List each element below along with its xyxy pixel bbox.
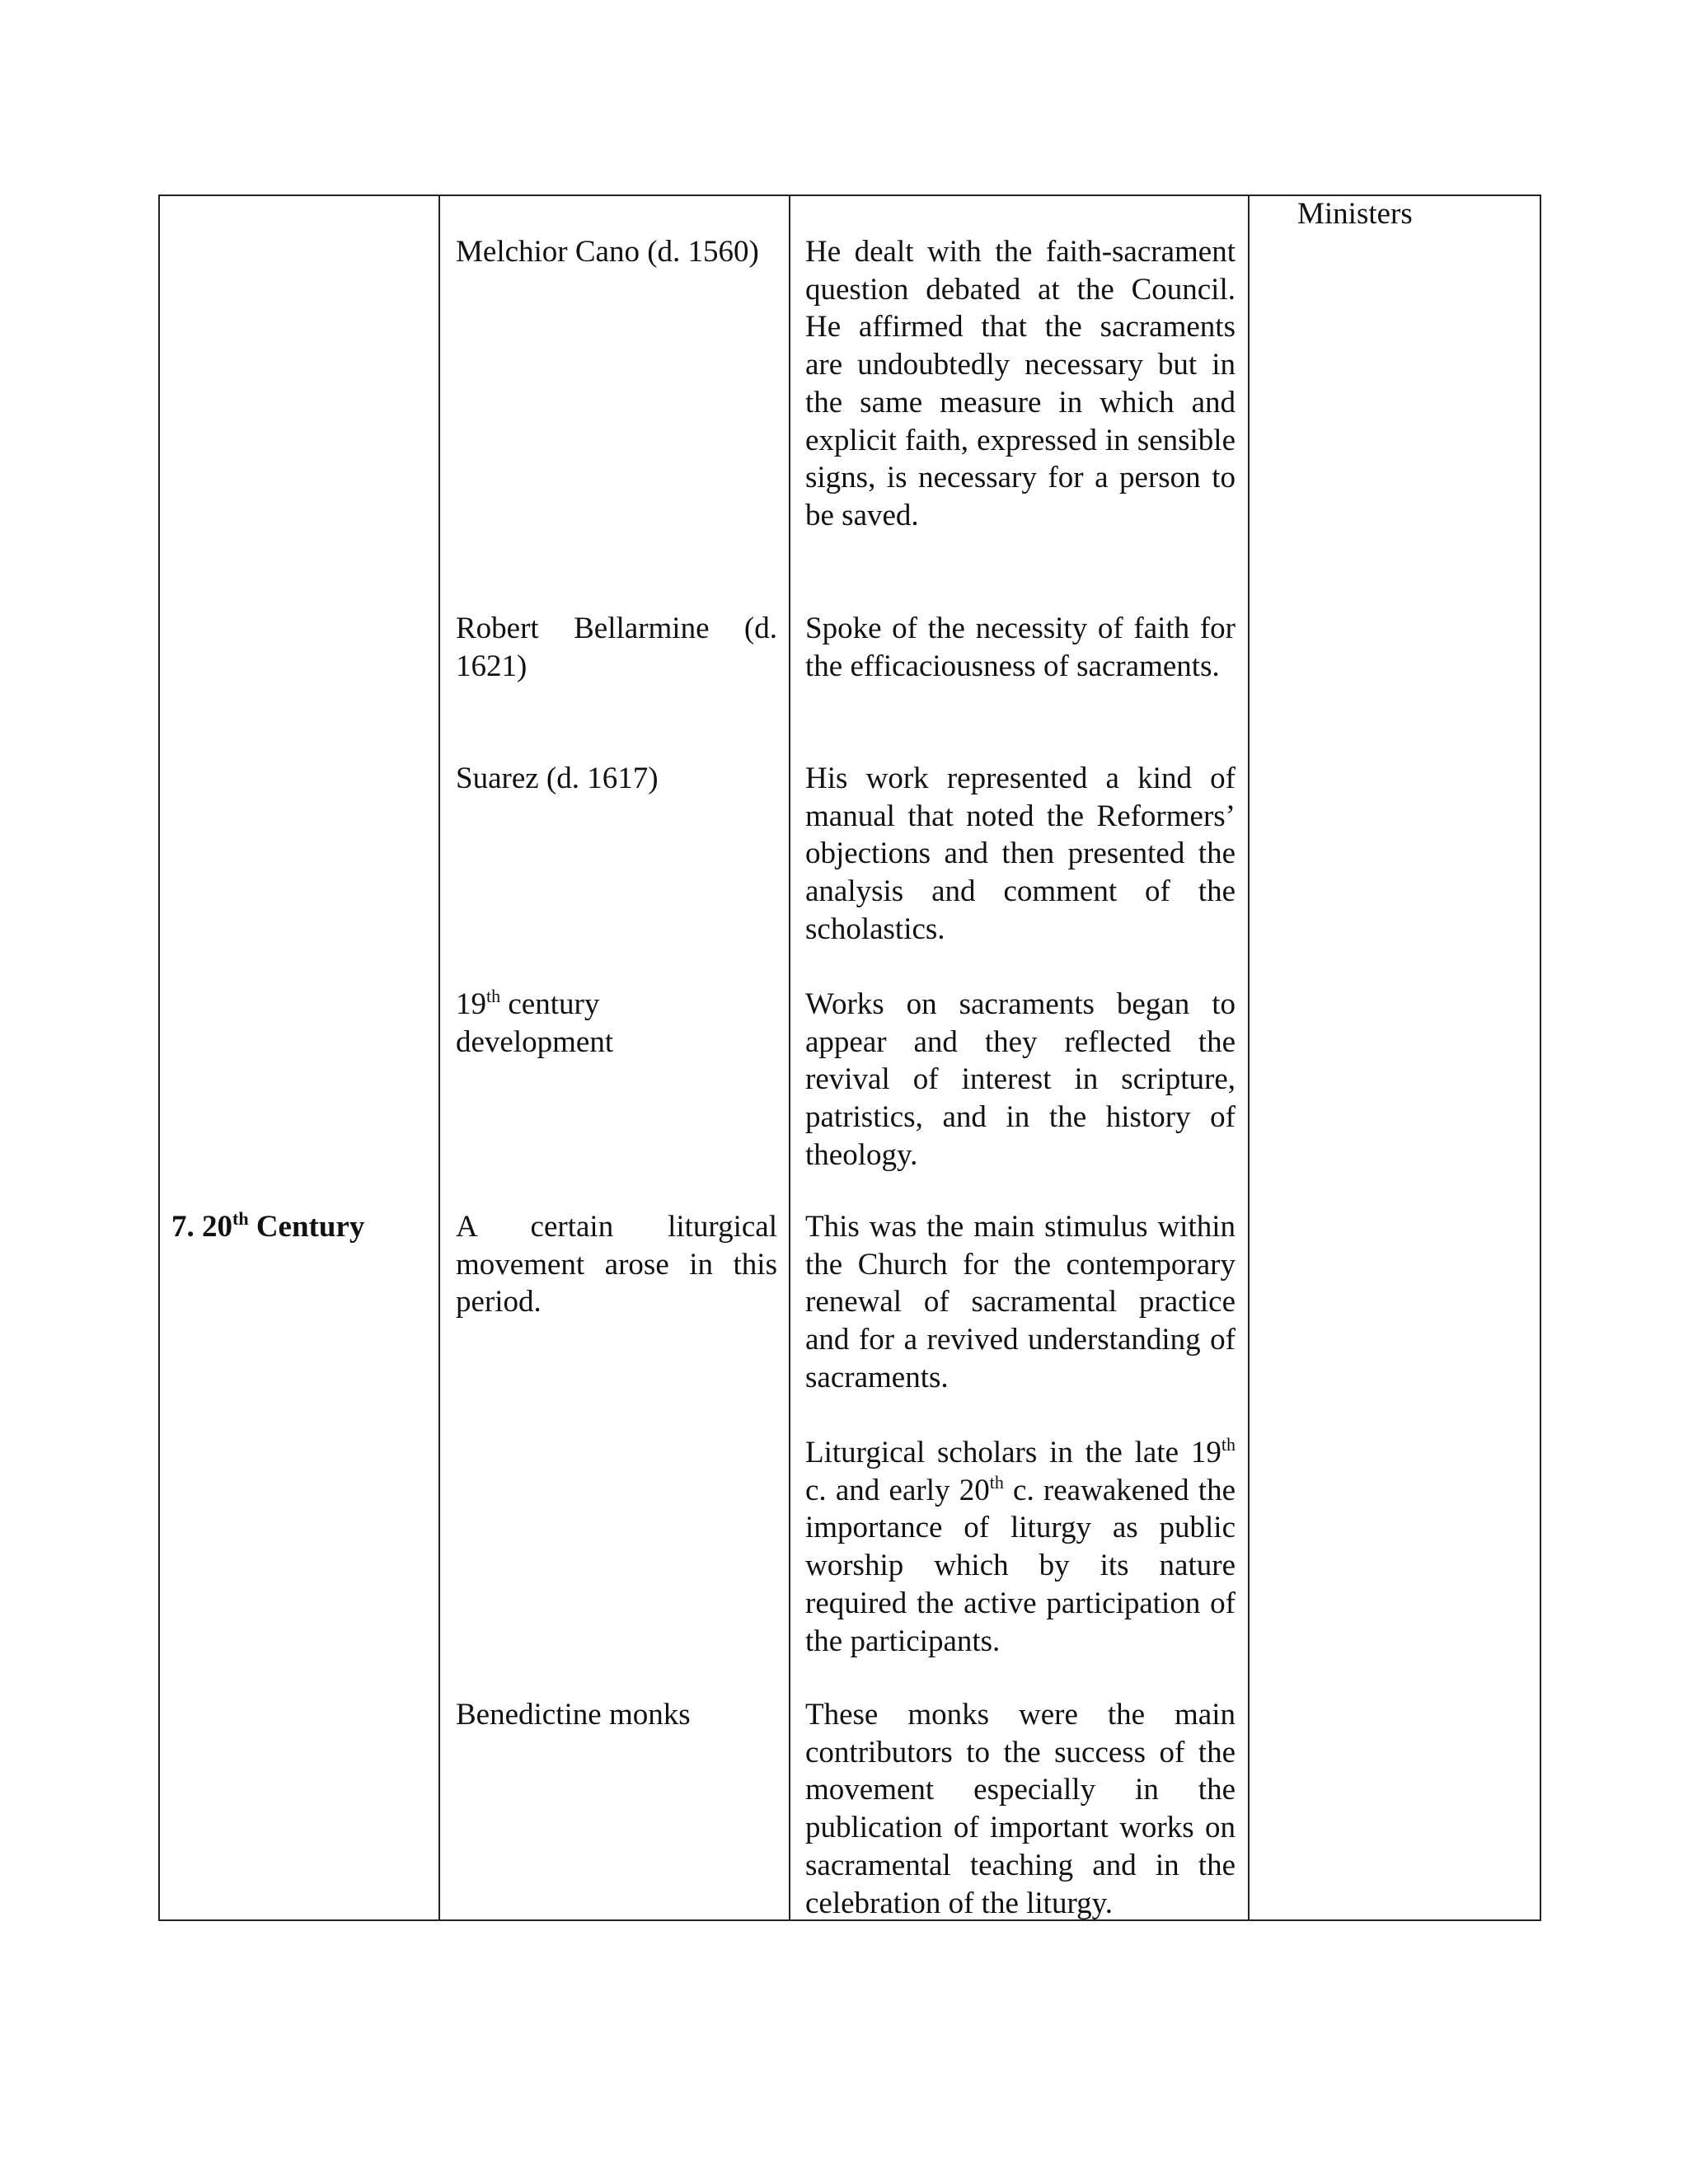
column-divider-3 <box>1248 194 1250 1921</box>
contribution-liturgical-movement: This was the main stimulus within the Church for the contemporary renewal of sacramental practice and for a revived understanding of sacraments. <box>805 1210 1236 1394</box>
figure-robert-bellarmine: Robert Bellarmine (d. 1621) <box>456 612 777 683</box>
contribution-benedictine-monks: These monks were the main contributors to the success of the movement especially in the publication of important works on sacramental teaching and in the celebration of the liturgy. <box>805 1698 1236 1920</box>
figure-benedictine-monks: Benedictine monks <box>456 1698 691 1732</box>
figure-suarez: Suarez (d. 1617) <box>456 762 659 795</box>
figure-liturgical-movement: A certain liturgical movement arose in this period. <box>456 1210 777 1319</box>
contribution-liturgical-scholars: Liturgical scholars in the late 19th c. and early 20th c. reawakened the importance of liturgy as public worship which by its nature required the active participation of the participants. <box>805 1434 1236 1658</box>
era-heading: 7. 20th Century <box>171 1208 365 1244</box>
contribution-robert-bellarmine: Spoke of the necessity of faith for the efficaciousness of sacraments. <box>805 612 1236 683</box>
contribution-suarez: His work represented a kind of manual that noted the Reformers’ objections and then presented the analysis and comment of the scholastics. <box>805 762 1236 946</box>
ministers-carryover: Ministers <box>1297 197 1413 231</box>
contribution-melchior-cano: He dealt with the faith-sacrament question debated at the Council. He affirmed that the sacraments are undoubtedly necessary but in the same measure in which and explicit faith, expressed in sensible signs, is necessary for a person to be saved. <box>805 235 1236 532</box>
column-divider-1 <box>438 194 440 1921</box>
figure-19th-century-development: 19th century development <box>456 986 614 1059</box>
column-divider-2 <box>789 194 790 1921</box>
table-left-border <box>158 194 160 1921</box>
contribution-19th-century: Works on sacraments began to appear and they reflected the revival of interest in scripture, patristics, and in the history of theology. <box>805 987 1236 1172</box>
table-right-border <box>1540 194 1541 1921</box>
figure-melchior-cano: Melchior Cano (d. 1560) <box>456 235 759 269</box>
